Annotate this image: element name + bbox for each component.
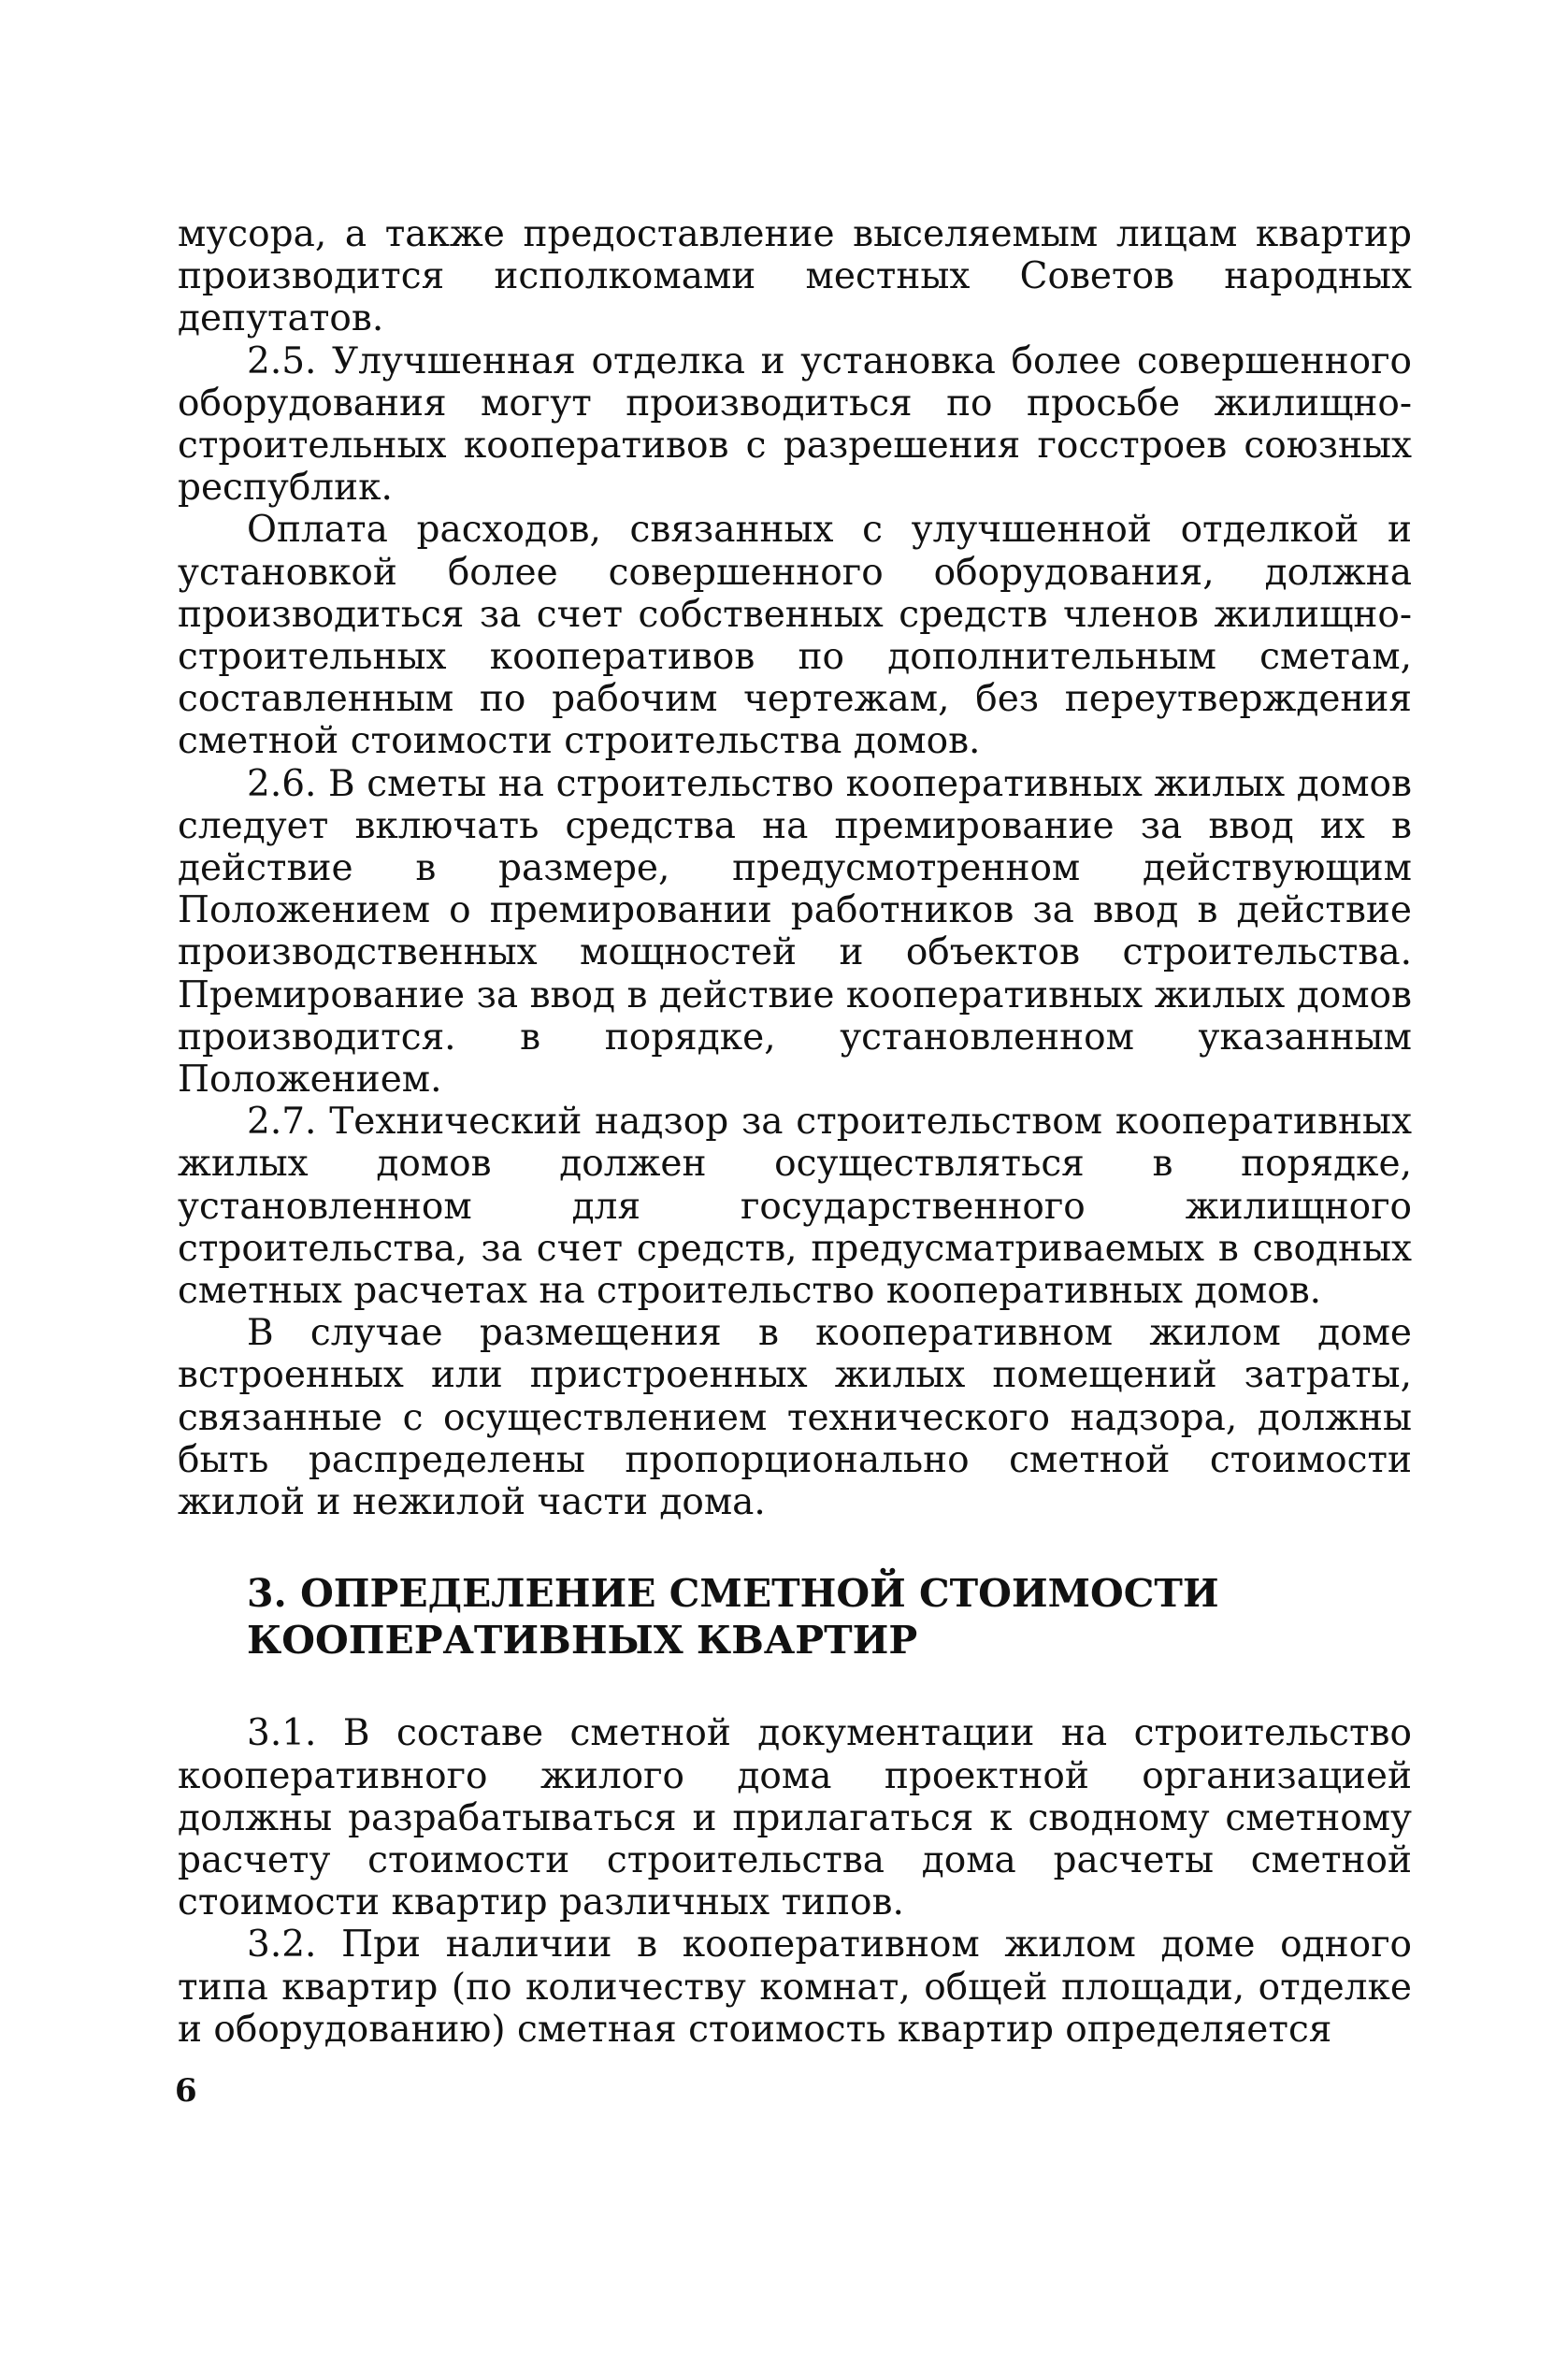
section-heading xyxy=(178,1570,1412,1664)
body-text xyxy=(178,213,1412,2051)
paragraph-2-6: 2.6. В сметы на строительство кооперативных жилых домов следует включать средства на премирование за ввод их в действие в размере, предусмотренном действующим Положением о премировании работников за ввод в действие производственных мощностей и объектов строительства. Премирование за ввод в действие кооперативных жилых домов производится. в порядке, установленном указанным Положением. xyxy=(178,762,1412,1102)
section-heading-line-2: КООПЕРАТИВНЫХ КВАРТИР xyxy=(247,1618,918,1664)
section-heading-line-1: 3. ОПРЕДЕЛЕНИЕ СМЕТНОЙ СТОИМОСТИ xyxy=(247,1571,1219,1617)
paragraph-3-2: 3.2. При наличии в кооперативном жилом доме одного типа квартир (по количеству комнат, общей площади, отделке и оборудованию) сметная стоимость квартир определяется xyxy=(178,1924,1412,2051)
paragraph-2-7-case: В случае размещения в кооперативном жилом доме встроенных или пристроенных жилых помещений затраты, связанные с осуществлением технического надзора, должны быть распределены пропорционально сметной стоимости жилой и нежилой части дома. xyxy=(178,1312,1412,1524)
paragraph-2-7: 2.7. Технический надзор за строительством кооперативных жилых домов должен осуществляться в порядке, установленном для государственного жилищного строительства, за счет средств, предусматриваемых в сводных сметных расчетах на строительство кооперативных домов. xyxy=(178,1101,1412,1313)
paragraph-continuation: мусора, а также предоставление выселяемым лицам квартир производится исполкомами местных Советов народных депутатов. xyxy=(178,213,1412,340)
page-number: 6 xyxy=(175,2072,197,2110)
paragraph-2-5-payment: Оплата расходов, связанных с улучшенной отделкой и установкой более совершенного оборудования, должна производиться за счет собственных средств членов жилищно-строительных кооперативов по дополнительным сметам, составленным по рабочим чертежам, без переутверждения сметной стоимости строительства домов. xyxy=(178,509,1412,763)
paragraph-3-1: 3.1. В составе сметной документации на строительство кооперативного жилого дома проектной организацией должны разрабатываться и прилагаться к сводному сметному расчету стоимости строительства дома расчеты сметной стоимости квартир различных типов. xyxy=(178,1712,1412,1924)
paragraph-2-5: 2.5. Улучшенная отделка и установка более совершенного оборудования могут производиться по просьбе жилищно-строительных кооперативов с разрешения госстроев союзных республик. xyxy=(178,339,1412,510)
